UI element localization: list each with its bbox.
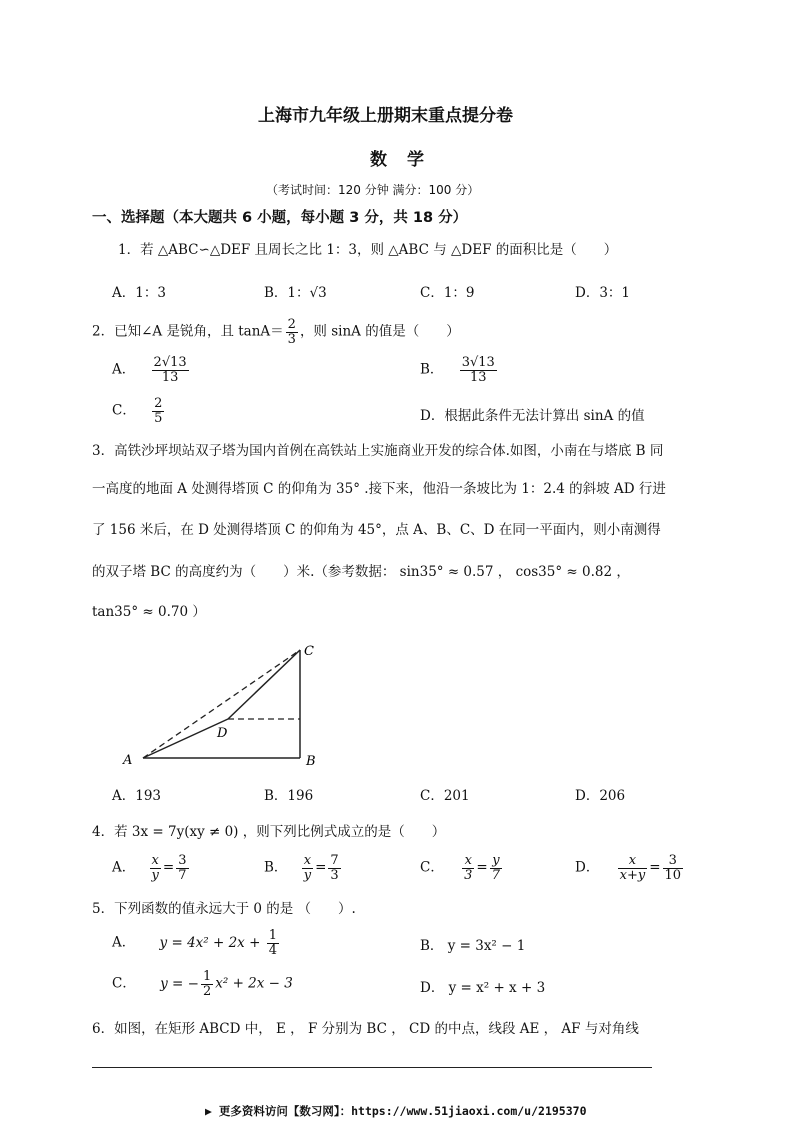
q4-c-r-den: 7 <box>491 867 501 883</box>
q2-option-b <box>420 356 499 384</box>
q2-stem-post: ，则 sinA 的值是（ ） <box>299 323 460 340</box>
q5-c-den: 2 <box>202 983 212 999</box>
q1-option-d: D．3：1 <box>575 285 631 301</box>
q4-b-r-den: 3 <box>330 867 339 883</box>
q5-c-num: 1 <box>202 969 212 984</box>
q2-c-fraction <box>152 397 164 425</box>
q2-stem-fraction <box>286 318 298 346</box>
q2-b-fraction <box>460 356 497 384</box>
q5-c-post: x² + 2x − 3 <box>215 975 293 992</box>
q3-line-ad <box>143 719 228 758</box>
q2-a-den: 13 <box>161 369 179 385</box>
q5-a-num: 1 <box>268 928 277 943</box>
q4-option-a: A． $\frac{x}{y}$ = $\frac{3}{7}$ <box>112 853 187 883</box>
q3-option-a: A．193 <box>112 788 162 804</box>
exam-info: （考试时间：120 分钟 满分：100 分） <box>266 183 480 197</box>
q4-a-l-num: x <box>150 854 161 869</box>
q2-c-label: C． <box>112 402 136 419</box>
q3-line-4: 的双子塔 BC 的高度约为（ ）米.（参考数据： sin35° ≈ 0.57 ， cos35° ≈ 0.82 ， <box>92 564 630 580</box>
q3-line-2: 一高度的地面 A 处测得塔顶 C 的仰角为 35° .接下来，他沿一条坡比为 1：2.4 的斜坡 AD 行进 <box>92 481 666 497</box>
q6-stem: 6．如图，在矩形 ABCD 中， E ， F 分别为 BC ， CD 的中点，线段 AE ， AF 与对角线 <box>92 1021 639 1037</box>
q4-c-r-num: y <box>490 854 502 869</box>
q2-stem-frac-num: 2 <box>287 317 296 332</box>
q5-c-fraction <box>201 970 213 998</box>
q2-c-num: 2 <box>154 396 163 411</box>
q4-c-l-num: x <box>462 854 474 869</box>
q4-d-l-num: x <box>618 854 648 869</box>
q2-stem <box>92 318 460 346</box>
q4-c-l-den: 3 <box>464 867 473 883</box>
q4-c-label: C． <box>420 859 444 876</box>
q2-option-c <box>112 397 166 425</box>
q4-b-right <box>328 854 340 882</box>
q2-option-a <box>112 356 191 384</box>
q3-line-5: tan35° ≈ 0.70 ） <box>92 604 206 620</box>
q5-a-label: A． <box>112 934 136 951</box>
q4-option-b: B． $\frac{x}{y}$ = $\frac{7}{3}$ <box>264 853 339 883</box>
q3-option-c: C．201 <box>420 788 470 804</box>
q5-a-den: 4 <box>268 942 277 958</box>
q3-option-b: B．196 <box>264 788 314 804</box>
q2-b-label: B． <box>420 361 444 378</box>
q3-option-d: D．206 <box>575 788 626 804</box>
q2-b-den: 13 <box>470 369 487 385</box>
q2-c-den: 5 <box>154 410 163 426</box>
q5-stem: 5．下列函数的值永远大于 0 的是 （ ）. <box>92 901 356 917</box>
q2-a-num: 2√13 <box>153 355 187 370</box>
q5-a-fraction <box>267 929 279 957</box>
q4-b-l-den: y <box>303 867 312 883</box>
q4-a-label: A． <box>112 859 136 876</box>
q3-line-dc <box>228 650 300 719</box>
q2-b-num: 3√13 <box>461 355 495 370</box>
q2-stem-pre: 2．已知∠A 是锐角，且 tanA＝ <box>92 323 284 340</box>
q1-option-a: A．1：3 <box>112 285 166 301</box>
q2-a-label: A． <box>112 361 136 378</box>
q4-d-r-num: 3 <box>663 854 684 869</box>
q4-a-left <box>150 854 161 882</box>
q5-c-pre: y = − <box>160 975 199 992</box>
q4-c-right <box>490 854 502 882</box>
q4-a-right <box>176 854 188 882</box>
paper-title: 上海市九年级上册期末重点提分卷 <box>258 106 513 126</box>
q3-line-3: 了 156 米后，在 D 处测得塔顶 C 的仰角为 45°，点 A、B、C、D 在同一平面内，则小南测得 <box>92 522 661 538</box>
q3-label-d: D <box>217 726 228 741</box>
q2-option-d: D．根据此条件无法计算出 sinA 的值 <box>420 408 645 424</box>
q4-d-r-den: 10 <box>664 867 682 883</box>
q4-a-r-den: 7 <box>178 867 187 883</box>
q4-c-left <box>462 854 474 882</box>
q3-label-c: C <box>304 644 314 659</box>
q1-option-b: B．1：√3 <box>264 285 327 301</box>
q1-stem: 1．若 △ABC∽△DEF 且周长之比 1：3，则 △ABC 与 △DEF 的面积比是（ ） <box>118 242 618 258</box>
q5-a-expr: y = 4x² + 2x + <box>159 934 265 951</box>
q3-label-b: B <box>306 754 316 769</box>
footer-link[interactable]: ▶ 更多资料访问【数习网】：https://www.51jiaoxi.com/u/2195370 <box>205 1104 587 1118</box>
q4-option-c: C． $\frac{x}{3}$ = $\frac{y}{7}$ <box>420 853 501 883</box>
subject-title: 数学 <box>370 150 444 170</box>
q5-option-c <box>112 970 293 998</box>
q3-figure <box>115 640 330 772</box>
q3-label-a: A <box>123 753 133 768</box>
q4-option-d: D． $\frac{x}{x+y}$ = $\frac{3}{10}$ <box>575 853 682 883</box>
q4-d-l-den: x+y <box>619 867 646 883</box>
q5-option-b: B． y = 3x² − 1 <box>420 938 526 954</box>
q2-stem-frac-den: 3 <box>287 331 296 347</box>
q4-d-right <box>663 854 684 882</box>
q4-a-l-den: y <box>151 867 159 883</box>
q5-option-d: D． y = x² + x + 3 <box>420 980 546 996</box>
q4-d-label: D． <box>575 859 600 876</box>
q2-a-fraction <box>152 356 189 384</box>
q4-b-label: B． <box>264 859 288 876</box>
q5-c-label: C． <box>112 975 136 992</box>
q3-line-ac-dashed <box>143 650 300 758</box>
q4-stem: 4．若 3x = 7y(xy ≠ 0) ，则下列比例式成立的是（ ） <box>92 824 446 840</box>
q4-d-left <box>618 854 648 882</box>
page-bottom-rule <box>92 1067 652 1068</box>
q4-a-r-num: 3 <box>178 853 187 868</box>
q4-b-r-num: 7 <box>330 853 339 868</box>
q4-b-l-num: x <box>302 854 313 869</box>
q3-line-1: 3．高铁沙坪坝站双子塔为国内首例在高铁站上实施商业开发的综合体.如图，小南在与塔底 B 同 <box>92 443 664 459</box>
q4-b-left <box>302 854 313 882</box>
q1-option-c: C．1：9 <box>420 285 475 301</box>
section-heading: 一、选择题（本大题共 6 小题，每小题 3 分，共 18 分） <box>92 210 468 226</box>
q5-option-a <box>112 929 281 957</box>
